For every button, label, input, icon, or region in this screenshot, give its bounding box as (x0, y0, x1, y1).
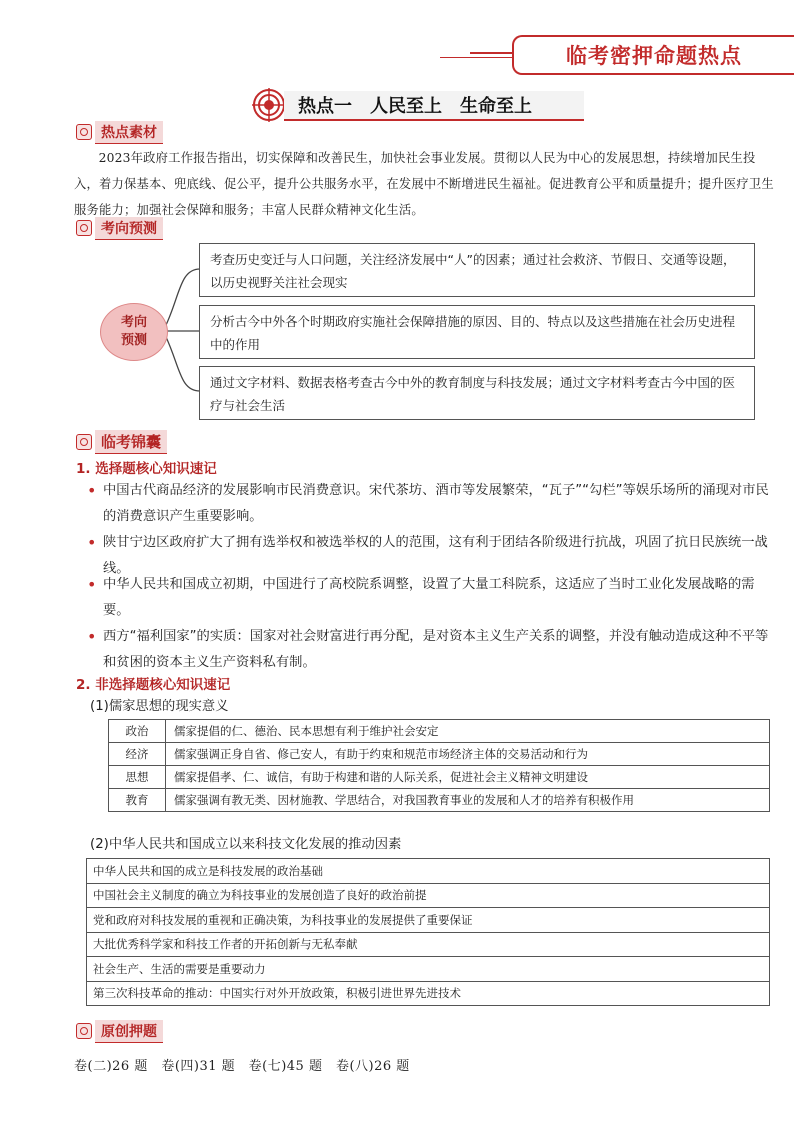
table-cell: 中国社会主义制度的确立为科技事业的发展创造了良好的政治前提 (87, 883, 770, 908)
bullet-item: • 西方“福利国家”的实质：国家对社会财富进行再分配，是对资本主义生产关系的调整，并没有触动造成这种不平等和贫困的资本主义生产资料私有制。 (87, 624, 777, 676)
table-row (109, 789, 770, 812)
table-key: 教育 (109, 789, 166, 812)
hotspot-title: 热点一 人民至上 生命至上 (284, 91, 584, 121)
tech-factors-table (86, 858, 770, 1006)
header-rule (440, 57, 512, 58)
bullet-item: • 中国古代商品经济的发展影响市民消费意识。宋代茶坊、酒市等发展繁荣，“瓦子”“勾栏”等娱乐场所的涌现对市民的消费意识产生重要影响。 (87, 478, 777, 530)
target-icon (252, 88, 286, 122)
section-icon (76, 434, 92, 450)
table-cell: 第三次科技革命的推动：中国实行对外开放政策，积极引进世界先进技术 (87, 981, 770, 1006)
bullet-item: • 中华人民共和国成立初期，中国进行了高校院系调整，设置了大量工科院系，这适应了当时工业化发展战略的需要。 (87, 572, 777, 624)
section-label: 热点素材 (95, 121, 163, 144)
table-cell: 中华人民共和国的成立是科技发展的政治基础 (87, 859, 770, 884)
table-value: 儒家提倡的仁、德治、民本思想有利于维护社会安定 (166, 720, 770, 743)
table-key: 思想 (109, 766, 166, 789)
table-row (109, 743, 770, 766)
table2-caption: (2)中华人民共和国成立以来科技文化发展的推动因素 (90, 837, 402, 852)
table-row (109, 720, 770, 743)
table-row (87, 932, 770, 957)
section-material (76, 122, 163, 142)
material-paragraph: 2023年政府工作报告指出，切实保障和改善民生，加快社会事业发展。贯彻以人民为中心的发展思想，持续增加民生投入，着力保基本、兜底线、促公平，提升公共服务水平，在发展中不断增进民生福祉。促进教育公平和质量提升；提升医疗卫生服务能力；加强社会保障和服务；丰富人民群众精神文化生活。 (74, 151, 774, 217)
section-tips (76, 432, 167, 452)
header-rule-accent (470, 52, 512, 54)
subheading-nonchoice: 2. 非选择题核心知识速记 (76, 677, 231, 693)
table-row (87, 883, 770, 908)
table-row (109, 766, 770, 789)
section-label: 临考锦囊 (95, 430, 167, 454)
mindmap-node (100, 303, 168, 361)
table-cell: 党和政府对科技发展的重视和正确决策，为科技事业的发展提供了重要保证 (87, 908, 770, 933)
forecast-box: 考查历史变迁与人口问题，关注经济发展中“人”的因素；通过社会救济、节假日、交通等设题，以历史视野关注社会现实 (199, 243, 755, 297)
header-banner: 临考密押命题热点 (512, 35, 794, 75)
subheading-choice: 1. 选择题核心知识速记 (76, 461, 217, 477)
table-value: 儒家强调正身自省、修己安人，有助于约束和规范市场经济主体的交易活动和行为 (166, 743, 770, 766)
table-row (87, 859, 770, 884)
section-original (76, 1021, 163, 1041)
section-icon (76, 124, 92, 140)
table-key: 政治 (109, 720, 166, 743)
section-icon (76, 1023, 92, 1039)
section-forecast (76, 218, 163, 238)
forecast-box: 通过文字材料、数据表格考查古今中外的教育制度与科技发展；通过文字材料考查古今中国的医疗与社会生活 (199, 366, 755, 420)
bullet-item: • 陕甘宁边区政府扩大了拥有选举权和被选举权的人的范围，这有利于团结各阶级进行抗战，巩固了抗日民族统一战线。 (87, 530, 777, 582)
table-row (87, 957, 770, 982)
confucian-table (108, 719, 770, 812)
table-key: 经济 (109, 743, 166, 766)
section-label: 原创押题 (95, 1020, 163, 1043)
table1-caption: (1)儒家思想的现实意义 (90, 699, 229, 714)
forecast-box: 分析古今中外各个时期政府实施社会保障措施的原因、目的、特点以及这些措施在社会历史进程中的作用 (199, 305, 755, 359)
section-label: 考向预测 (95, 217, 163, 240)
table-value: 儒家提倡孝、仁、诚信，有助于构建和谐的人际关系，促进社会主义精神文明建设 (166, 766, 770, 789)
mindmap-node-label: 考向预测 (120, 315, 147, 348)
table-row (87, 981, 770, 1006)
question-references: 卷(二)26 题 卷(四)31 题 卷(七)45 题 卷(八)26 题 (74, 1059, 410, 1074)
section-icon (76, 220, 92, 236)
table-value: 儒家强调有教无类、因材施教、学思结合，对我国教育事业的发展和人才的培养有积极作用 (166, 789, 770, 812)
table-cell: 社会生产、生活的需要是重要动力 (87, 957, 770, 982)
table-row (87, 908, 770, 933)
table-cell: 大批优秀科学家和科技工作者的开拓创新与无私奉献 (87, 932, 770, 957)
